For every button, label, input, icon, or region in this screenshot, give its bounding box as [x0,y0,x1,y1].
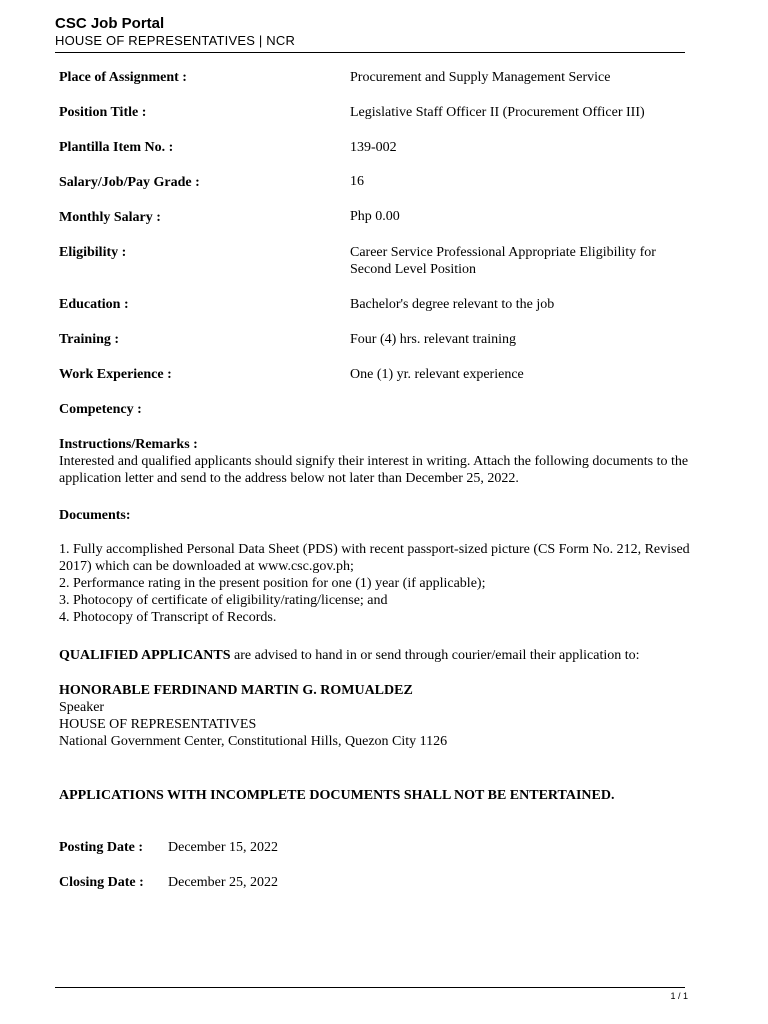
documents-list [59,541,699,626]
instructions-label: Instructions/Remarks : [59,437,198,452]
document-item: 3. Photocopy of certificate of eligibility/rating/license; and [59,593,388,608]
addressee-block [59,682,699,750]
field-label-place: Place of Assignment : [59,70,187,85]
field-value-position: Legislative Staff Officer II (Procurement Officer III) [350,105,645,120]
field-label-competency: Competency : [59,402,142,417]
field-label-position: Position Title : [59,105,147,120]
field-value-education: Bachelor's degree relevant to the job [350,297,555,312]
field-label-eligibility: Eligibility : [59,245,127,260]
field-label-training: Training : [59,332,120,347]
document-item: 1. Fully accomplished Personal Data Sheet (PDS) with recent passport-sized picture (CS Form No. 212, Revised 2017) which can be downloaded at www.csc.gov.ph; [59,542,690,574]
field-value-place: Procurement and Supply Management Service [350,70,611,85]
instructions-section [59,436,699,487]
field-value-eligibility: Career Service Professional Appropriate Eligibility for Second Level Position [350,245,656,277]
field-label-salary-grade: Salary/Job/Pay Grade : [59,175,200,190]
qualified-applicants-rest: are advised to hand in or send through courier/email their application to: [230,648,640,663]
instructions-text: Interested and qualified applicants should signify their interest in writing. Attach the following documents to the application letter and send to the address below not later than December 25, 2022. [59,454,689,486]
page-number: 1 / 1 [670,991,688,1001]
field-label-education: Education : [59,297,129,312]
document-item: 4. Photocopy of Transcript of Records. [59,610,277,625]
addressee-office: HOUSE OF REPRESENTATIVES [59,717,257,732]
posting-date-value: December 15, 2022 [168,840,279,855]
document-item: 2. Performance rating in the present position for one (1) year (if applicable); [59,576,486,591]
field-label-monthly-salary: Monthly Salary : [59,210,161,225]
footer-divider [55,987,685,988]
qualified-applicants-bold: QUALIFIED APPLICANTS [59,648,231,663]
incomplete-documents-warning: APPLICATIONS WITH INCOMPLETE DOCUMENTS SHALL NOT BE ENTERTAINED. [59,788,615,803]
posting-date-label: Posting Date : [59,840,143,855]
portal-subtitle: HOUSE OF REPRESENTATIVES | NCR [55,33,296,48]
field-label-plantilla: Plantilla Item No. : [59,140,174,155]
documents-label: Documents: [59,508,131,523]
portal-title: CSC Job Portal [55,15,165,32]
field-label-experience: Work Experience : [59,367,172,382]
addressee-name: HONORABLE FERDINAND MARTIN G. ROMUALDEZ [59,683,413,698]
closing-date-label: Closing Date : [59,875,144,890]
field-value-monthly-salary: Php 0.00 [350,209,400,224]
field-value-experience: One (1) yr. relevant experience [350,367,524,382]
field-value-training: Four (4) hrs. relevant training [350,332,517,347]
field-value-plantilla: 139-002 [350,140,397,155]
addressee-address: National Government Center, Constitutional Hills, Quezon City 1126 [59,734,448,749]
header-divider [55,52,685,53]
qualified-applicants-note [59,647,699,664]
addressee-title: Speaker [59,700,105,715]
field-value-salary-grade: 16 [350,174,364,189]
closing-date-value: December 25, 2022 [168,875,279,890]
